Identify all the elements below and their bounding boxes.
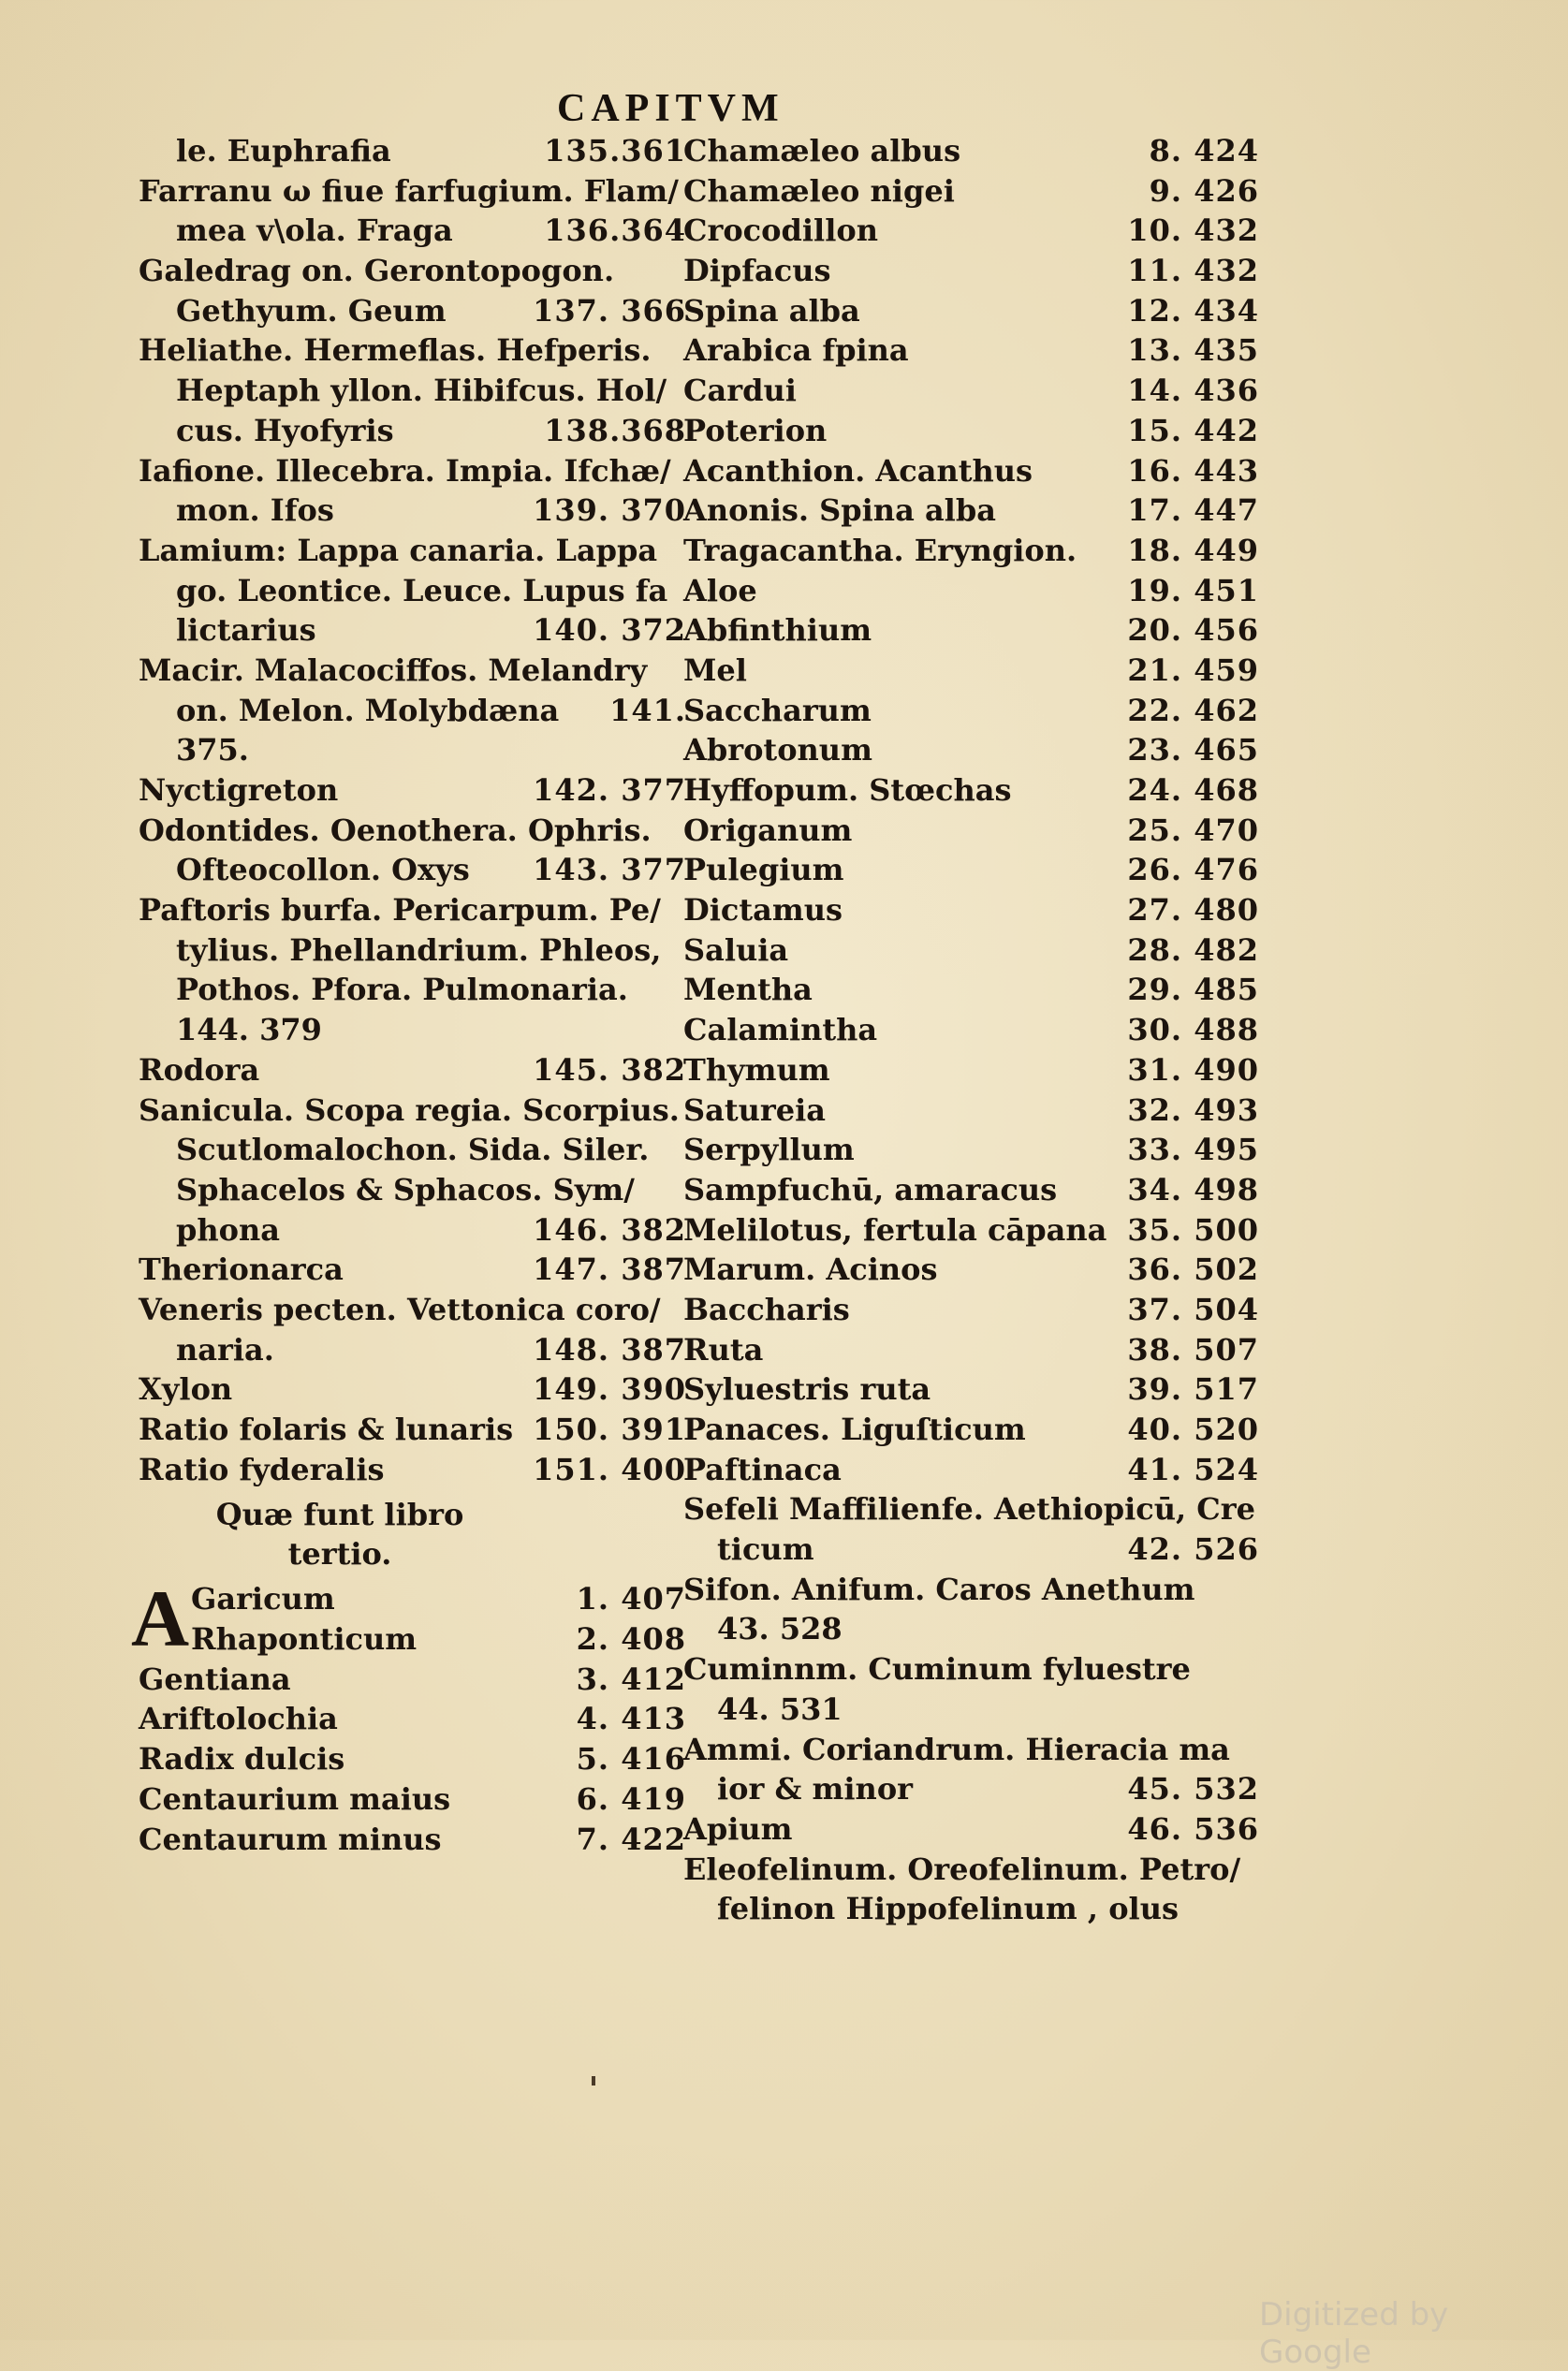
index-entry <box>139 610 686 651</box>
index-entry <box>683 330 1259 371</box>
entry-page-number: 24. 468 <box>1127 772 1259 808</box>
entry-page-number: 10. 432 <box>1127 212 1259 249</box>
index-entry <box>139 970 686 1010</box>
entry-text: mon. Ifos <box>176 492 334 529</box>
entry-text: Gentiana <box>139 1661 291 1697</box>
entry-page-number: 40. 520 <box>1127 1412 1259 1447</box>
entry-page-number: 135.361 <box>544 133 686 168</box>
entry-text: Ratio fyderalis <box>139 1451 385 1487</box>
index-entry <box>683 131 1259 171</box>
entry-text: Iafione. Illecebra. Impia. Ifchæ/ <box>139 452 671 489</box>
index-column-right <box>683 131 1259 1929</box>
index-entry <box>139 1779 686 1820</box>
entry-page-number: 23. 465 <box>1127 732 1259 768</box>
entry-text: Serpyllum <box>683 1132 855 1168</box>
index-entry <box>139 171 686 212</box>
entry-text: Tragacantha. Eryngion. <box>683 532 1077 568</box>
entry-text: Heptaph yllon. Hibifcus. Hol/ <box>176 373 667 409</box>
index-entry <box>683 1570 1259 1610</box>
entry-page-number: 13. 435 <box>1127 332 1259 369</box>
index-entry <box>139 890 686 930</box>
entry-text: Melilotus, fertula cāpana <box>683 1211 1107 1248</box>
entry-page-number: 16. 443 <box>1127 452 1259 489</box>
entry-text: Origanum <box>683 812 853 848</box>
index-entry <box>139 531 686 571</box>
entry-page-number: 5. 416 <box>576 1741 686 1778</box>
entry-page-number: 6. 419 <box>576 1780 686 1817</box>
index-entry <box>683 371 1259 411</box>
entry-page-number: 29. 485 <box>1127 972 1259 1008</box>
entry-text: ior & minor <box>717 1771 914 1808</box>
entry-page-number: 146. 382 <box>533 1211 686 1248</box>
index-entry <box>683 1850 1259 1890</box>
entry-text: Xylon <box>139 1371 233 1408</box>
entry-page-number: 148. 387 <box>533 1331 686 1368</box>
entry-page-number: 28. 482 <box>1127 931 1259 968</box>
entry-text: Chamæleo nigei <box>683 172 955 209</box>
entry-page-number: 25. 470 <box>1127 812 1259 848</box>
index-entry <box>683 610 1259 651</box>
index-entry <box>139 1250 686 1290</box>
entry-page-number: 137. 366 <box>533 292 686 329</box>
entry-page-number: 32. 493 <box>1127 1091 1259 1128</box>
index-entry <box>683 1489 1259 1529</box>
index-entry <box>683 1690 1259 1730</box>
index-entry <box>683 251 1259 291</box>
entry-page-number: 2. 408 <box>576 1621 686 1658</box>
index-entry <box>683 1609 1259 1649</box>
entry-text: Dipfacus <box>683 253 831 289</box>
entry-page-number: 4. 413 <box>576 1701 686 1737</box>
index-entry <box>139 490 686 531</box>
entry-page-number: 26. 476 <box>1127 852 1259 888</box>
entry-page-number: 18. 449 <box>1127 532 1259 568</box>
entry-page-number: 136.364 <box>544 212 686 249</box>
entry-page-number: 141. <box>609 692 686 728</box>
index-entry <box>683 571 1259 611</box>
index-entry <box>683 730 1259 770</box>
index-entry <box>683 850 1259 890</box>
entry-text: cus. Hyofyris <box>176 412 394 448</box>
index-entry <box>683 1130 1259 1170</box>
index-entry <box>139 451 686 491</box>
entry-text: Apium <box>683 1810 793 1847</box>
entry-text: on. Melon. Molybdæna <box>176 692 560 728</box>
entry-text: Mentha <box>683 972 813 1008</box>
entry-page-number: 45. 532 <box>1127 1771 1259 1808</box>
entry-text: Ruta <box>683 1331 764 1368</box>
entry-page-number: 12. 434 <box>1127 292 1259 329</box>
index-entry <box>139 1369 686 1410</box>
entry-page-number: 139. 370 <box>533 492 686 529</box>
index-entry <box>139 371 686 411</box>
index-entry <box>683 890 1259 930</box>
index-entry <box>683 1250 1259 1290</box>
section-title-line1: Quæ funt libro <box>215 1497 464 1533</box>
index-entry <box>139 1010 686 1050</box>
entry-page-number: 38. 507 <box>1127 1331 1259 1368</box>
index-entry <box>139 291 686 331</box>
index-entry <box>139 1290 686 1330</box>
index-entry <box>139 1619 686 1660</box>
entry-text: Saluia <box>683 931 789 968</box>
digitized-watermark: Digitized by Google <box>1259 2296 1449 2371</box>
entry-page-number: 150. 391 <box>533 1412 686 1447</box>
index-entry <box>683 930 1259 971</box>
entry-text: Hyffopum. Stœchas <box>683 772 1012 808</box>
entry-text: Pothos. Pfora. Pulmonaria. <box>176 972 628 1008</box>
index-entry <box>139 691 686 731</box>
index-entry <box>139 850 686 890</box>
entry-page-number: 138.368 <box>544 412 686 448</box>
index-entry <box>139 770 686 811</box>
entry-text: tylius. Phellandrium. Phleos, <box>176 931 662 968</box>
index-entry <box>683 1010 1259 1050</box>
index-entry <box>683 1649 1259 1690</box>
index-entry <box>139 1660 686 1700</box>
entry-text: Heliathe. Hermeflas. Hefperis. <box>139 332 652 369</box>
entry-page-number: 17. 447 <box>1127 492 1259 529</box>
entry-text: Thymum <box>683 1051 830 1088</box>
entry-page-number: 147. 387 <box>533 1251 686 1288</box>
index-entry <box>683 770 1259 811</box>
book3-entry-list <box>131 1573 686 1859</box>
entry-text: mea v\ola. Fraga <box>176 212 453 249</box>
entry-text: Scutlomalochon. Sida. Siler. <box>176 1132 650 1168</box>
entry-page-number: 42. 526 <box>1127 1531 1259 1568</box>
index-entry <box>139 930 686 971</box>
entry-text: Rhaponticum <box>191 1621 418 1658</box>
index-entry <box>139 1739 686 1779</box>
index-entry <box>683 411 1259 451</box>
index-entry <box>139 730 686 770</box>
entry-text: Galedrag on. Gerontopogon. <box>139 253 615 289</box>
entry-page-number: 142. 377 <box>533 772 686 808</box>
entry-text: Odontides. Oenothera. Ophris. <box>139 812 652 848</box>
entry-text: Gethyum. Geum <box>176 292 447 329</box>
entry-text: Ratio folaris & lunaris <box>139 1412 514 1447</box>
index-entry <box>683 1050 1259 1090</box>
index-entry <box>683 171 1259 212</box>
index-entry <box>139 1579 686 1619</box>
index-entry <box>139 571 686 611</box>
entry-page-number: 22. 462 <box>1127 692 1259 728</box>
index-entry <box>139 330 686 371</box>
entry-text: Centaurum minus <box>139 1821 442 1857</box>
index-entry <box>139 251 686 291</box>
entry-text: Eleofelinum. Oreofelinum. Petro/ <box>683 1851 1241 1887</box>
entry-text: Sanicula. Scopa regia. Scorpius. <box>139 1091 680 1128</box>
index-entry <box>139 1699 686 1739</box>
index-entry <box>139 1410 686 1450</box>
entry-text: Farranu ω fiue farfugium. Flam/ <box>139 172 679 209</box>
entry-text: Acanthion. Acanthus <box>683 452 1033 489</box>
index-entry <box>683 1889 1259 1929</box>
entry-text: Lamium: Lappa canaria. Lappa <box>139 532 658 568</box>
entry-page-number: 41. 524 <box>1127 1451 1259 1487</box>
index-entry <box>139 411 686 451</box>
entry-page-number: 8. 424 <box>1149 133 1259 168</box>
entry-text: Cuminnm. Cuminum fyluestre <box>683 1651 1191 1688</box>
index-column-left <box>131 131 686 1859</box>
entry-text: Anonis. Spina alba <box>683 492 996 529</box>
index-entry <box>683 1210 1259 1251</box>
entry-text: 375. <box>176 732 249 768</box>
index-entry <box>683 531 1259 571</box>
entry-text: Chamæleo albus <box>683 133 961 168</box>
page-heading: CAPITVM <box>557 87 784 130</box>
index-entry <box>683 691 1259 731</box>
entry-text: Abfinthium <box>683 612 872 649</box>
entry-text: Macir. Malacociffos. Melandry <box>139 651 648 688</box>
entry-text: Sefeli Maffilienfe. Aethiopicū, Cre <box>683 1491 1255 1528</box>
entry-text: 144. 379 <box>176 1012 322 1048</box>
index-entry <box>139 131 686 171</box>
entry-text: Spina alba <box>683 292 860 329</box>
entry-page-number: 35. 500 <box>1127 1211 1259 1248</box>
entry-page-number: 31. 490 <box>1127 1051 1259 1088</box>
drop-cap-letter: A <box>131 1573 190 1664</box>
index-entry <box>139 1130 686 1170</box>
index-entry <box>139 1050 686 1090</box>
entry-text: Cardui <box>683 373 797 409</box>
entry-page-number: 7. 422 <box>576 1821 686 1857</box>
entry-text: Veneris pecten. Vettonica coro/ <box>139 1291 661 1327</box>
entry-page-number: 27. 480 <box>1127 892 1259 929</box>
index-entry <box>683 811 1259 851</box>
entry-page-number: 39. 517 <box>1127 1371 1259 1408</box>
index-entry <box>683 1450 1259 1490</box>
index-entry <box>139 1210 686 1251</box>
entry-page-number: 37. 504 <box>1127 1291 1259 1327</box>
index-entry <box>139 811 686 851</box>
entry-text: Marum. Acinos <box>683 1251 938 1288</box>
entry-text: Syluestris ruta <box>683 1371 931 1408</box>
entry-text: Nyctigreton <box>139 772 339 808</box>
entry-page-number: 14. 436 <box>1127 373 1259 409</box>
entry-page-number: 30. 488 <box>1127 1012 1259 1048</box>
entry-text: Paftinaca <box>683 1451 842 1487</box>
entry-text: Rodora <box>139 1051 260 1088</box>
index-entry <box>683 1769 1259 1809</box>
entry-text: Baccharis <box>683 1291 850 1327</box>
entry-text: Poterion <box>683 412 828 448</box>
index-entry <box>683 651 1259 691</box>
entry-text: Ofteocollon. Oxys <box>176 852 470 888</box>
entry-text: go. Leontice. Leuce. Lupus fa <box>176 572 668 608</box>
entry-text: Satureia <box>683 1091 826 1128</box>
entry-text: Panaces. Liguſticum <box>683 1412 1026 1447</box>
entry-text: 43. 528 <box>717 1611 843 1647</box>
index-entry <box>683 1410 1259 1450</box>
index-entry <box>683 1369 1259 1410</box>
section-title-line2: tertio. <box>287 1536 392 1573</box>
entry-text: Sampfuchū, amaracus <box>683 1171 1058 1207</box>
left-entry-list <box>139 131 686 1489</box>
entry-page-number: 15. 442 <box>1127 412 1259 448</box>
right-entry-list <box>683 131 1259 1929</box>
entry-text: Aloe <box>683 572 757 608</box>
entry-text: Paftoris burfa. Pericarpum. Pe/ <box>139 892 661 929</box>
entry-text: Therionarca <box>139 1251 344 1288</box>
entry-page-number: 33. 495 <box>1127 1132 1259 1168</box>
entry-page-number: 143. 377 <box>533 852 686 888</box>
entry-text: Ariftolochia <box>139 1701 338 1737</box>
entry-text: Mel <box>683 651 747 688</box>
entry-page-number: 19. 451 <box>1127 572 1259 608</box>
entry-text: ticum <box>717 1531 814 1568</box>
entry-text: Crocodillon <box>683 212 878 249</box>
index-entry <box>683 1290 1259 1330</box>
entry-page-number: 3. 412 <box>576 1661 686 1697</box>
entry-page-number: 140. 372 <box>533 612 686 649</box>
index-entry <box>139 1090 686 1131</box>
entry-text: Abrotonum <box>683 732 872 768</box>
entry-page-number: 21. 459 <box>1127 651 1259 688</box>
entry-page-number: 145. 382 <box>533 1051 686 1088</box>
index-entry <box>683 1170 1259 1210</box>
entry-page-number: 149. 390 <box>533 1371 686 1408</box>
entry-text: Sifon. Anifum. Caros Anethum <box>683 1571 1195 1607</box>
entry-page-number: 36. 502 <box>1127 1251 1259 1288</box>
index-entry <box>683 1330 1259 1370</box>
index-entry <box>139 1170 686 1210</box>
index-entry <box>683 1529 1259 1570</box>
entry-text: Pulegium <box>683 852 844 888</box>
entry-page-number: 1. 407 <box>576 1581 686 1617</box>
entry-text: Garicum <box>191 1581 335 1617</box>
entry-text: naria. <box>176 1331 274 1368</box>
index-entry <box>139 1450 686 1490</box>
index-entry <box>683 1730 1259 1770</box>
entry-text: Dictamus <box>683 892 843 929</box>
index-entry <box>683 451 1259 491</box>
index-entry <box>683 211 1259 251</box>
entry-text: le. Euphrafia <box>176 133 391 168</box>
index-entry <box>683 970 1259 1010</box>
entry-page-number: 9. 426 <box>1149 172 1259 209</box>
entry-text: Saccharum <box>683 692 872 728</box>
entry-text: Radix dulcis <box>139 1741 345 1778</box>
entry-text: felinon Hippofelinum , olus <box>717 1891 1179 1927</box>
entry-text: Arabica fpina <box>683 332 909 369</box>
entry-text: 44. 531 <box>717 1690 843 1727</box>
entry-text: Ammi. Coriandrum. Hieracia ma <box>683 1731 1230 1767</box>
index-entry <box>139 1820 686 1860</box>
entry-page-number: 151. 400 <box>533 1451 686 1487</box>
entry-page-number: 46. 536 <box>1127 1810 1259 1847</box>
entry-page-number: 11. 432 <box>1127 253 1259 289</box>
entry-text: phona <box>176 1211 280 1248</box>
entry-text: Sphacelos & Sphacos. Sym/ <box>176 1171 635 1207</box>
entry-text: Calamintha <box>683 1012 878 1048</box>
entry-page-number: 20. 456 <box>1127 612 1259 649</box>
entry-page-number: 34. 498 <box>1127 1171 1259 1207</box>
index-entry <box>683 291 1259 331</box>
index-entry <box>683 1090 1259 1131</box>
index-entry <box>683 1809 1259 1850</box>
index-entry <box>683 490 1259 531</box>
index-entry <box>139 211 686 251</box>
index-entry <box>139 651 686 691</box>
ink-mark <box>592 2076 595 2086</box>
entry-text: lictarius <box>176 612 316 649</box>
entry-text: Centaurium maius <box>139 1780 451 1817</box>
index-entry <box>139 1330 686 1370</box>
book3-section-title <box>139 1489 541 1579</box>
